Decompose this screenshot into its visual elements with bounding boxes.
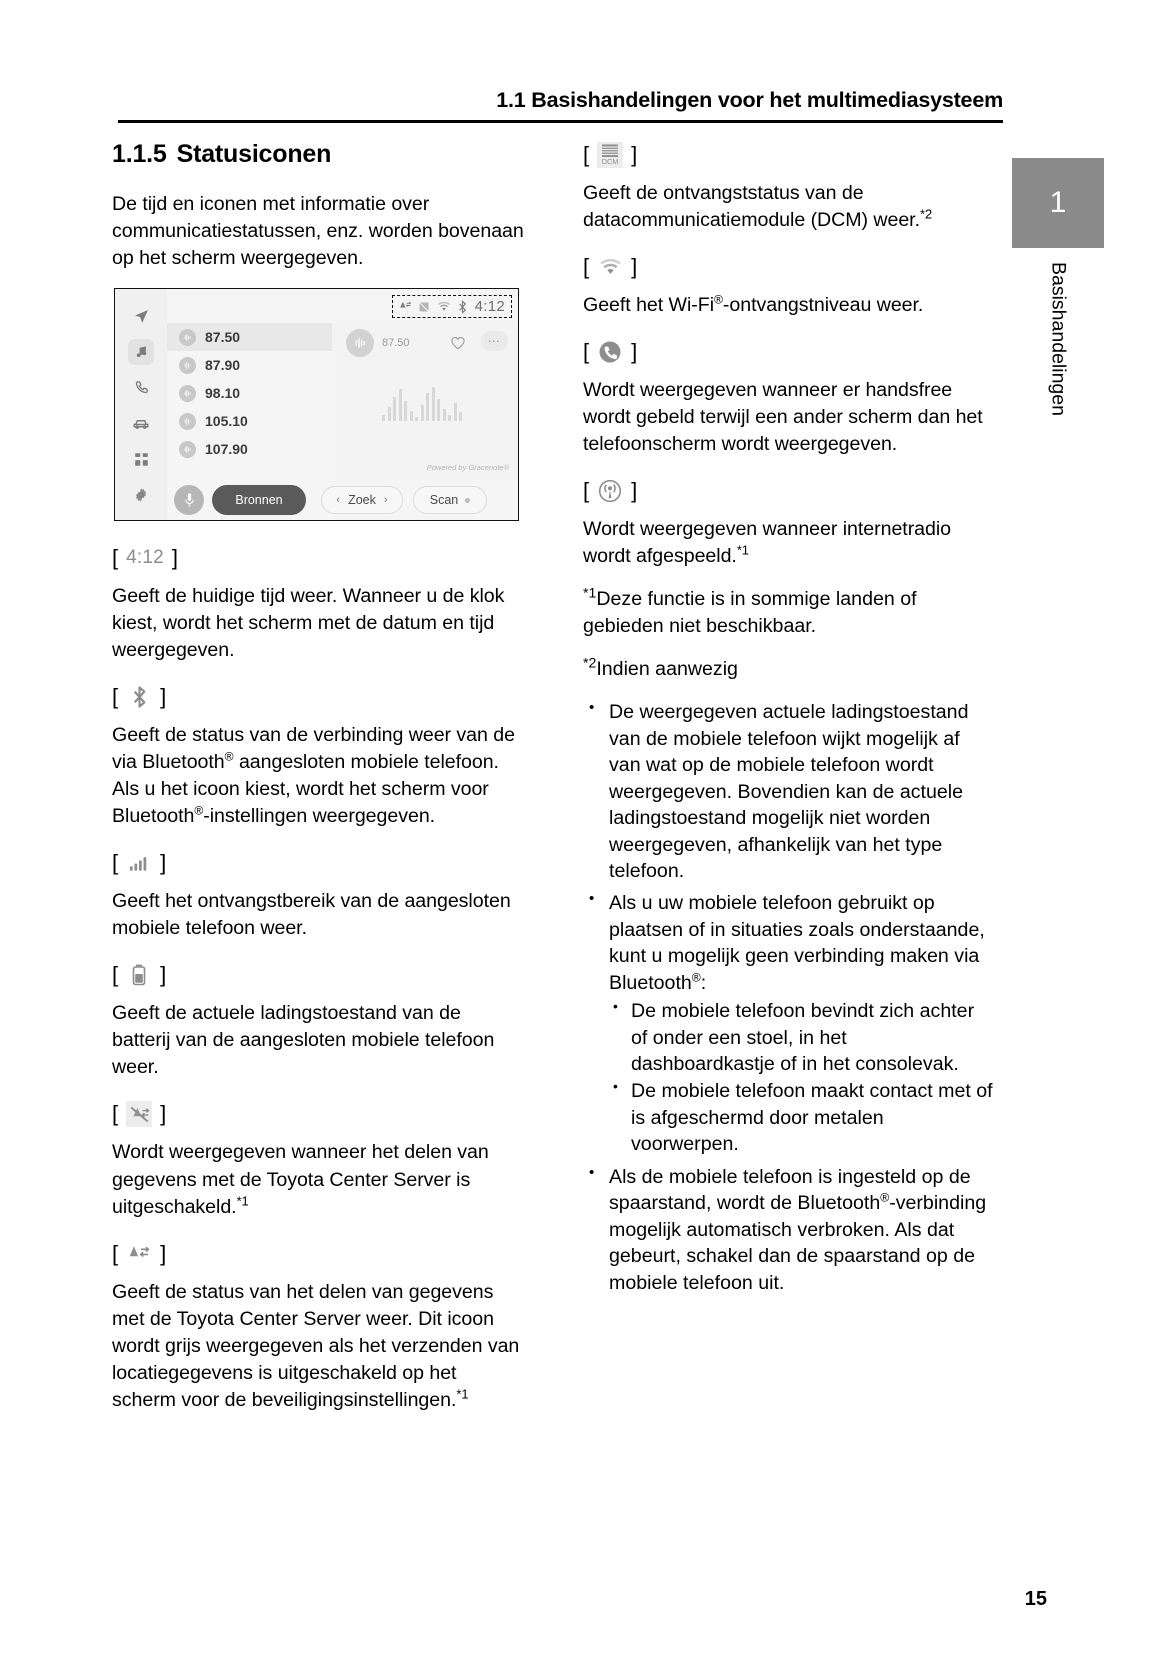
icon-entry-data-sharing-off: [ ]	[112, 1101, 167, 1127]
station-row[interactable]	[167, 323, 332, 351]
station-row[interactable]	[167, 351, 332, 379]
footnote-1: $^{*1}$Deze functie is in sommige landen of gebieden niet beschikbaar.	[583, 584, 917, 638]
page-number: 15	[1024, 1588, 1047, 1610]
waveform-graphic	[382, 385, 462, 421]
entry-description: Geeft de actuele ladingstoestand van de batterij van de aangesloten mobiele telefoon weer.	[112, 1002, 495, 1079]
screen-nav-rail	[115, 289, 167, 520]
list-item: • Als u uw mobiele telefoon gebruikt op plaatsen of in situaties zoals onderstaande, kunt u mogelijk geen verbinding maken via Bluetooth®: • De mobiele telefoon bevindt zich achter of onder een stoel, in het dashboardkastje of in het consolevak. • De mobiele telefoon maakt contact met of is afgeschermd door metalen voorwerpen.	[583, 890, 995, 1157]
more-options-icon[interactable]: ⋯	[481, 331, 508, 351]
settings-icon[interactable]	[128, 482, 154, 508]
station-frequency: 98.10	[205, 385, 241, 402]
car-icon[interactable]	[128, 410, 154, 436]
multimedia-screen-figure	[114, 288, 519, 521]
list-item: • De mobiele telefoon maakt contact met of is afgeschermd door metalen voorwerpen.	[609, 1078, 995, 1157]
station-frequency: 87.50	[205, 329, 241, 346]
navigation-icon[interactable]	[128, 303, 154, 329]
seek-prev-icon[interactable]: ‹	[336, 494, 341, 507]
mic-icon[interactable]	[174, 485, 204, 515]
icon-entry-bluetooth: [ ]	[112, 684, 167, 710]
scan-indicator-icon	[465, 498, 470, 503]
now-playing-header	[346, 329, 410, 357]
data-sharing-icon	[126, 1241, 152, 1267]
page-header: 1.1 Basishandelingen voor het multimediasysteem	[496, 88, 1003, 112]
entry-description: Geeft het Wi-Fi®-ontvangstniveau weer.	[583, 292, 924, 317]
entry-description: Geeft het ontvangstbereik van de aangesloten mobiele telefoon weer.	[112, 890, 511, 940]
now-playing-pane	[332, 323, 518, 480]
icon-entry-dcm: [ DCM ]	[583, 142, 638, 167]
station-frequency: 87.90	[205, 357, 241, 374]
header-divider	[118, 120, 1003, 123]
media-icon[interactable]	[128, 339, 154, 365]
status-bar-highlight	[392, 295, 512, 318]
station-icon	[179, 329, 196, 346]
list-item: • De weergegeven actuele ladingstoestand van de mobiele telefoon wijkt mogelijk af van wat op de mobiele telefoon wordt weergegeven. Bovendien kan de actuele ladingstoestand mogelijk niet worden weergegeven, afhankelijk van het type telefoon.	[583, 699, 995, 884]
chapter-tab-number	[1012, 158, 1104, 248]
data-sharing-off-icon	[126, 1101, 152, 1127]
sources-button[interactable]: Bronnen	[212, 485, 306, 515]
icon-entry-phone-call: [ ]	[583, 339, 638, 365]
station-icon	[179, 441, 196, 458]
icon-entry-internet-radio: [ ]	[583, 478, 638, 504]
svg-text:DCM: DCM	[601, 157, 619, 166]
seek-next-icon[interactable]: ›	[383, 494, 388, 507]
data-sharing-icon	[398, 301, 411, 312]
entry-description: Wordt weergegeven wanneer internetradio wordt afgespeeld.$^{*1}$	[583, 518, 952, 568]
icon-entry-clock: [ 4:12 ]	[112, 545, 179, 571]
entry-description: Wordt weergegeven wanneer er handsfree wordt gebeld terwijl een ander scherm dan het telefoonscherm wordt weergegeven.	[583, 379, 983, 456]
chapter-tab-label: Basishandelingen	[1047, 262, 1070, 416]
station-icon	[346, 329, 374, 357]
entry-description: Geeft de status van het delen van gegevens met de Toyota Center Server weer. Dit icoon wordt grijs weergegeven als het verzenden van locatiegegevens is uitgeschakeld op het scherm voor de beveiligingsinstellingen.$^{*1}$	[112, 1280, 520, 1411]
wifi-icon	[437, 301, 451, 312]
station-row[interactable]	[167, 407, 332, 435]
entry-description: Geeft de ontvangststatus van de datacommunicatiemodule (DCM) weer.$^{*2}$	[583, 182, 933, 232]
wifi-icon	[597, 254, 623, 280]
left-column	[112, 140, 524, 1430]
seek-button[interactable]	[321, 486, 403, 514]
data-sharing-off-icon	[418, 301, 430, 313]
icon-entry-data-sharing: [ ]	[112, 1240, 167, 1266]
now-playing-frequency: 87.50	[382, 337, 410, 350]
station-icon	[179, 413, 196, 430]
list-item: • De mobiele telefoon bevindt zich achter of onder een stoel, in het dashboardkastje of in het consolevak.	[609, 998, 995, 1077]
clock-time-icon: 4:12	[126, 547, 164, 569]
section-number: 1.1.5	[112, 140, 167, 168]
bluetooth-icon	[458, 300, 467, 314]
station-row[interactable]	[167, 435, 332, 463]
phone-call-icon	[597, 339, 623, 365]
screen-controls	[167, 480, 518, 520]
section-title-text: Statusiconen	[176, 140, 332, 168]
sub-notes-list	[609, 998, 995, 1158]
icon-entry-battery: [ ]	[112, 962, 167, 988]
intro-paragraph: De tijd en iconen met informatie over communicatiestatussen, enz. worden bovenaan op het scherm weergegeven.	[112, 193, 524, 270]
station-frequency: 107.90	[205, 441, 248, 458]
dcm-icon	[597, 142, 623, 168]
entry-description: Geeft de status van de verbinding weer van de via Bluetooth® aangesloten mobiele telefoon. Als u het icoon kiest, wordt het scherm voor Bluetooth®-instellingen weergegeven.	[112, 724, 515, 828]
signal-bars-icon	[126, 850, 152, 876]
icon-entry-signal: [ ]	[112, 850, 167, 876]
footnote-2: $^{*2}$Indien aanwezig	[583, 654, 738, 681]
entry-description: Geeft de huidige tijd weer. Wanneer u de klok kiest, wordt het scherm met de datum en tijd weergegeven.	[112, 585, 505, 662]
apps-icon[interactable]	[128, 446, 154, 472]
powered-by-label: Powered by Gracenote®	[426, 463, 509, 473]
station-icon	[179, 357, 196, 374]
favorite-heart-icon[interactable]	[450, 336, 466, 353]
scan-label: Scan	[429, 493, 459, 508]
entry-description: Wordt weergegeven wanneer het delen van gegevens met de Toyota Center Server is uitgeschakeld.$^{*1}$	[112, 1141, 489, 1218]
seek-label: Zoek	[348, 493, 376, 508]
section-heading	[112, 140, 524, 169]
station-row[interactable]	[167, 379, 332, 407]
bluetooth-icon	[126, 684, 152, 710]
station-frequency: 105.10	[205, 413, 248, 430]
right-column	[583, 140, 995, 1302]
scan-button[interactable]	[413, 486, 487, 514]
list-item: • Als de mobiele telefoon is ingesteld op de spaarstand, wordt de Bluetooth®-verbinding mogelijk automatisch verbroken. Als dat gebeurt, schakel dan de spaarstand op de mobiele telefoon uit.	[583, 1164, 995, 1296]
phone-icon[interactable]	[128, 375, 154, 401]
icon-entry-wifi: [ ]	[583, 254, 638, 280]
chapter-number: 1	[1049, 186, 1067, 219]
notes-list	[583, 699, 995, 1296]
status-clock[interactable]: 4:12	[474, 298, 505, 316]
station-icon	[179, 385, 196, 402]
battery-icon	[126, 962, 152, 988]
internet-radio-icon	[597, 478, 623, 504]
